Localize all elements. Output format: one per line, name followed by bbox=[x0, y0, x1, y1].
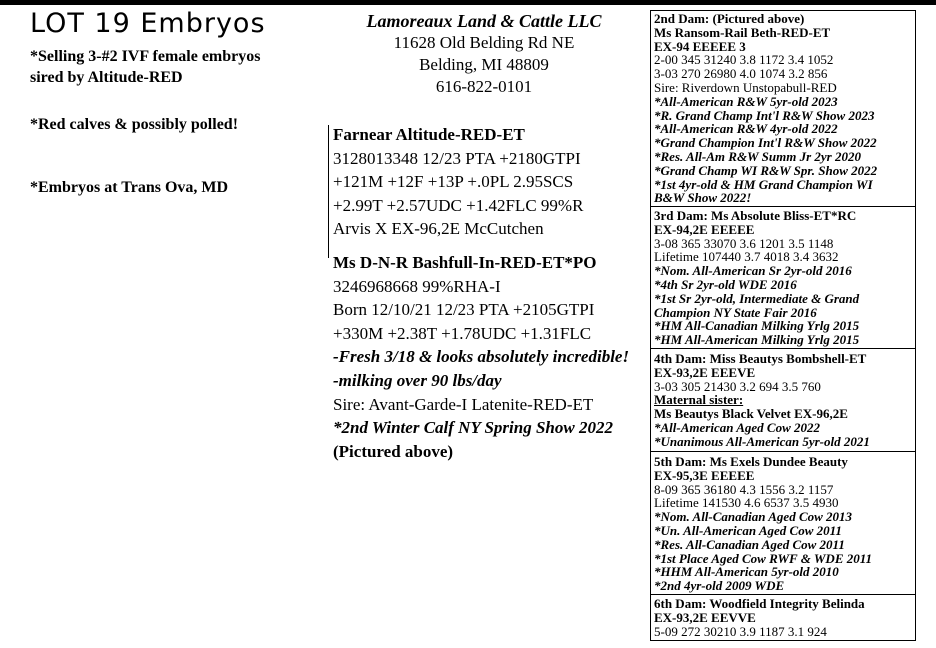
dam-heading: 5th Dam: Ms Exels Dundee Beauty bbox=[654, 454, 848, 469]
dam-record: 8-09 365 36180 4.3 1556 3.2 1157 bbox=[654, 481, 834, 497]
dam-award: *1st 4yr-old & HM Grand Champion WI bbox=[654, 176, 873, 192]
dam-heading: 3rd Dam: Ms Absolute Bliss-ET*RC bbox=[654, 208, 857, 223]
dam-score: EX-93,2E EEEVE bbox=[654, 364, 756, 380]
dam-award: *All-American R&W 4yr-old 2022 bbox=[654, 121, 838, 137]
pedigree-divider bbox=[650, 594, 916, 595]
red-calves-note: *Red calves & possibly polled! bbox=[30, 116, 239, 133]
dam-record: Lifetime 107440 3.7 4018 3.4 3632 bbox=[654, 249, 839, 265]
dam-award: *HHM All-American 5yr-old 2010 bbox=[654, 564, 839, 580]
dam-award: *Nom. All-American Sr 2yr-old 2016 bbox=[654, 263, 852, 279]
dam-name: Ms Ransom-Rail Beth-RED-ET bbox=[654, 24, 831, 40]
sire-dam-block bbox=[333, 123, 629, 463]
dam-score: EX-94 EEEEE 3 bbox=[654, 38, 746, 54]
sire-divider bbox=[328, 125, 329, 258]
dam-record: 3-03 270 26980 4.0 1074 3.2 856 bbox=[654, 66, 828, 82]
pedigree-divider bbox=[650, 348, 916, 349]
top-border bbox=[0, 0, 936, 5]
dam-award: *Grand Champion Int'l R&W Show 2022 bbox=[654, 135, 877, 151]
dam-award: *4th Sr 2yr-old WDE 2016 bbox=[654, 276, 797, 292]
pedigree-divider bbox=[650, 451, 916, 452]
dam-line: Born 12/10/21 12/23 PTA +2105GTPI bbox=[333, 300, 595, 320]
dam-award: *Unanimous All-American 5yr-old 2021 bbox=[654, 433, 870, 449]
dam-heading: 4th Dam: Miss Beautys Bombshell-ET bbox=[654, 351, 867, 366]
pedigree-4th-dam bbox=[654, 352, 870, 449]
dam-award: *2nd Winter Calf NY Spring Show 2022 bbox=[333, 418, 613, 438]
farm-contact bbox=[330, 10, 638, 98]
selling-text-2: sired by Altitude-RED bbox=[30, 69, 183, 86]
dam-award: *HM All-Canadian Milking Yrlg 2015 bbox=[654, 318, 860, 334]
sire-line: +2.99T +2.57UDC +1.42FLC 99%R bbox=[333, 195, 584, 215]
maternal-sister-label: Maternal sister: bbox=[654, 392, 744, 408]
sire-name: Farnear Altitude-RED-ET bbox=[333, 125, 525, 144]
dam-sire-line: Sire: Avant-Garde-I Latenite-RED-ET bbox=[333, 394, 594, 414]
dam-award: *Res. All-Canadian Aged Cow 2011 bbox=[654, 536, 845, 552]
dam-award: *Un. All-American Aged Cow 2011 bbox=[654, 522, 842, 538]
sire-pedigree: Arvis X EX-96,2E McCutchen bbox=[333, 219, 544, 239]
dam-record: 3-03 305 21430 3.2 694 3.5 760 bbox=[654, 378, 821, 394]
farm-city: Belding, MI 48809 bbox=[419, 55, 549, 74]
dam-award: *Res. All-Am R&W Summ Jr 2yr 2020 bbox=[654, 148, 861, 164]
dam-award: *R. Grand Champ Int'l R&W Show 2023 bbox=[654, 107, 875, 123]
dam-award: *1st Sr 2yr-old, Intermediate & Grand bbox=[654, 290, 860, 306]
dam-award: *All-American Aged Cow 2022 bbox=[654, 419, 820, 435]
sire-line: +121M +12F +13P +.0PL 2.95SCS bbox=[333, 172, 574, 192]
farm-address: 11628 Old Belding Rd NE bbox=[393, 33, 575, 52]
dam-note: -Fresh 3/18 & looks absolutely incredible! bbox=[333, 347, 630, 367]
dam-award: *Grand Champ WI R&W Spr. Show 2022 bbox=[654, 162, 878, 178]
dam-heading: 2nd Dam: (Pictured above) bbox=[654, 11, 805, 26]
dam-sire: Sire: Riverdown Unstopabull-RED bbox=[654, 79, 837, 95]
dam-score: EX-93,2E EEVVE bbox=[654, 609, 756, 625]
pedigree-divider bbox=[650, 206, 916, 207]
dam-record: Lifetime 141530 4.6 6537 3.5 4930 bbox=[654, 495, 839, 511]
dam-award: *Nom. All-Canadian Aged Cow 2013 bbox=[654, 509, 853, 525]
dam-score: EX-95,3E EEEEE bbox=[654, 467, 755, 483]
dam-score: EX-94,2E EEEEE bbox=[654, 221, 755, 237]
lot-title: LOT 19 Embryos bbox=[30, 8, 266, 39]
pedigree-3rd-dam bbox=[654, 209, 859, 347]
trans-ova-note: *Embryos at Trans Ova, MD bbox=[30, 179, 229, 196]
dam-award: Champion NY State Fair 2016 bbox=[654, 304, 817, 320]
farm-name: Lamoreaux Land & Cattle LLC bbox=[366, 11, 602, 31]
dam-award: *HM All-American Milking Yrlg 2015 bbox=[654, 332, 860, 348]
dam-award: *All-American R&W 5yr-old 2023 bbox=[654, 93, 838, 109]
dam-award: B&W Show 2022! bbox=[654, 190, 752, 206]
pedigree-6th-dam bbox=[654, 597, 865, 638]
dam-line: +330M +2.38T +1.78UDC +1.31FLC bbox=[333, 323, 592, 343]
dam-heading: 6th Dam: Woodfield Integrity Belinda bbox=[654, 596, 865, 611]
dam-record: 2-00 345 31240 3.8 1172 3.4 1052 bbox=[654, 52, 834, 68]
dam-name: Ms D-N-R Bashfull-In-RED-ET*PO bbox=[333, 252, 597, 272]
pedigree-2nd-dam bbox=[654, 12, 877, 205]
dam-note: -milking over 90 lbs/day bbox=[333, 370, 502, 390]
selling-text: *Selling 3-#2 IVF female embryos bbox=[30, 48, 261, 65]
sire-line: 3128013348 12/23 PTA +2180GTPI bbox=[333, 148, 581, 168]
dam-record: 3-08 365 33070 3.6 1201 3.5 1148 bbox=[654, 235, 834, 251]
dam-record: 5-09 272 30210 3.9 1187 3.1 924 bbox=[654, 623, 827, 639]
pedigree-5th-dam bbox=[654, 455, 872, 593]
farm-phone: 616-822-0101 bbox=[435, 77, 533, 96]
dam-line: 3246968668 99%RHA-I bbox=[333, 276, 501, 296]
dam-award: *2nd 4yr-old 2009 WDE bbox=[654, 578, 785, 594]
dam-pictured: (Pictured above) bbox=[333, 441, 454, 461]
dam-award: *1st Place Aged Cow RWF & WDE 2011 bbox=[654, 550, 873, 566]
sister-name: Ms Beautys Black Velvet EX-96,2E bbox=[654, 406, 848, 422]
